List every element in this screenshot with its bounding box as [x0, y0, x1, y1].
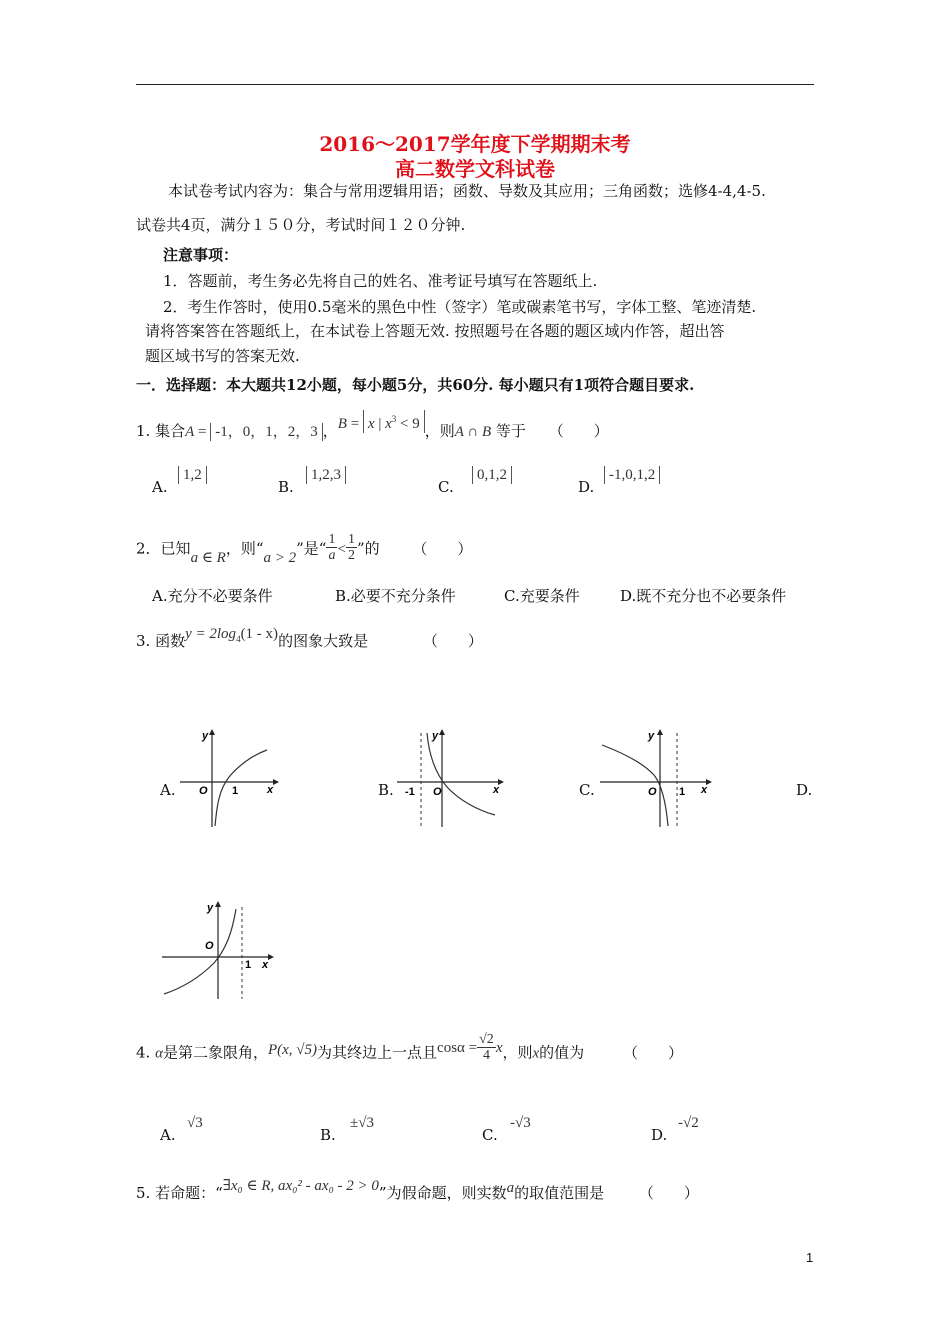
q2-lt: <	[337, 541, 346, 558]
q2-frac2-num: 1	[347, 532, 355, 547]
q4-option-b-value: ±√3	[350, 1115, 374, 1131]
q2-option-a: A.充分不必要条件	[152, 587, 273, 605]
graph-a-y-label: y	[202, 730, 209, 742]
q2-option-b: B.必要不充分条件	[335, 587, 456, 605]
q5-mid: ”为假命题，则实数	[378, 1184, 507, 1202]
graph-d-origin-label: O	[205, 940, 214, 952]
q1-mid: ，则	[424, 422, 455, 440]
exam-title-line1: 2016～2017学年度下学期期末考	[319, 132, 631, 156]
q4-alpha: α	[155, 1045, 163, 1062]
question-1: 1. 集合A = -1，0，1，2，3 ，B = x | $x^3 < 9$ ，则A ∩ B 等于 （ ）	[136, 418, 609, 441]
header-rule	[136, 84, 814, 85]
q4-text4: x	[532, 1045, 540, 1062]
q1-option-d-value	[604, 466, 660, 484]
q4-var: x	[495, 1039, 503, 1056]
q1-setA-name: A	[185, 424, 195, 440]
q4-text1: 是第二象限角，	[162, 1043, 268, 1062]
q4-paren: （ ）	[622, 1043, 683, 1062]
graph-b-x-label: x	[493, 784, 500, 796]
q1-option-a-set: 1,2	[178, 466, 207, 484]
q5-pre: 若命题：“	[155, 1184, 223, 1202]
graph-d-y-label: y	[207, 902, 214, 914]
q5-number: 5.	[136, 1184, 151, 1202]
q3-option-b-label: B.	[378, 781, 394, 799]
q1-option-b	[278, 478, 294, 496]
q2-option-c: C.充要条件	[504, 587, 580, 605]
q4-point: P(x, √5)	[267, 1041, 318, 1058]
q5-prop: ∃x₀ ∈ R, ax₀² - ax₀ - 2 > 0	[222, 1178, 379, 1194]
q3-graph-c	[598, 725, 713, 830]
graph-c-curve	[602, 745, 668, 826]
q1-option-b-set: 1,2,3	[306, 466, 346, 484]
q4-option-a-value: √3	[187, 1115, 203, 1131]
q1-setB-var: x	[367, 416, 375, 432]
q3-option-c-label: C.	[579, 781, 595, 799]
graph-d-x-arrow	[268, 954, 274, 960]
q1-expr: A ∩ B	[454, 424, 492, 440]
q2-mid1: ，则“	[225, 539, 264, 558]
graph-a-curve	[215, 750, 267, 826]
q1-option-d-set: -1,0,1,2	[604, 466, 660, 484]
q4-option-c-value: -√3	[510, 1115, 531, 1131]
q3-graph-a	[175, 725, 280, 830]
intro-line1: 本试卷考试内容为：集合与常用逻辑用语；函数、导数及其应用；三角函数；选修4-4,4-5.	[168, 182, 766, 200]
q1-pre: 集合	[155, 422, 186, 440]
q3-paren: （ ）	[422, 632, 483, 650]
q1-setB-name: B	[337, 416, 347, 432]
q4-text5: 的值为	[539, 1043, 585, 1062]
q1-paren: （ ）	[548, 422, 609, 440]
q1-option-d	[578, 478, 594, 496]
notice-item1: 1．答题前，考生务必先将自己的姓名、准考证号填写在答题纸上.	[163, 272, 598, 290]
q4-option-c-label: C.	[482, 1126, 498, 1144]
notice-heading: 注意事项：	[163, 246, 239, 264]
q1-setA: -1，0，1，2，3	[210, 423, 323, 441]
q4-option-b-label: B.	[320, 1126, 336, 1144]
q2-mid2: ”是“	[296, 539, 327, 558]
graph-c-y-label: y	[648, 730, 655, 742]
q1-option-c-label: C.	[438, 478, 454, 496]
q3-base: 4	[236, 634, 241, 644]
q1-option-c-value	[472, 466, 512, 484]
q4-frac-den: 4	[482, 1048, 490, 1063]
q3-graph-d	[160, 897, 275, 1002]
q1-option-c	[438, 478, 454, 496]
q1-option-c-set: 0,1,2	[472, 466, 512, 484]
q3-option-d-label: D.	[796, 781, 813, 799]
q1-option-b-label: B.	[278, 478, 294, 496]
q4-option-d-value: -√2	[678, 1115, 699, 1131]
q4-number: 4.	[136, 1043, 151, 1062]
notice-item2-line3: 题区域书写的答案无效.	[145, 347, 300, 365]
q1-option-d-label: D.	[578, 478, 595, 496]
intro-line2: 试卷共4页，满分１５０分，考试时间１２０分钟.	[136, 216, 466, 234]
q1-number: 1.	[136, 422, 151, 440]
graph-d-curve	[164, 909, 236, 994]
graph-b-y-arrow	[439, 729, 445, 735]
q3-arg: (1 - x)	[240, 626, 279, 642]
q4-frac-num: √2	[479, 1032, 494, 1047]
graph-d-x-label: x	[262, 959, 269, 971]
graph-a-one-label: 1	[232, 785, 239, 797]
q1-option-a	[152, 478, 168, 496]
graph-a-y-arrow	[209, 729, 215, 735]
question-2	[136, 534, 472, 565]
q1-option-a-label: A.	[152, 478, 168, 496]
graph-c-x-label: x	[701, 784, 708, 796]
q2-post: ”的	[356, 539, 380, 558]
graph-b-curve	[427, 733, 495, 815]
q2-frac2-den: 2	[347, 548, 355, 563]
q2-frac1-den: a	[328, 548, 336, 563]
q2-number: 2．	[136, 539, 161, 558]
question-4	[136, 1032, 683, 1069]
q5-var: a	[506, 1180, 515, 1196]
q2-frac1-num: 1	[328, 532, 336, 547]
graph-b-neg-one-label: -1	[405, 786, 415, 798]
graph-a-x-arrow	[273, 779, 279, 785]
q2-option-d: D.既不充分也不必要条件	[620, 587, 787, 605]
q2-cond: a ∈ R	[190, 549, 226, 566]
q4-cos: cosα =	[437, 1039, 478, 1056]
question-5	[136, 1178, 699, 1203]
graph-a-x-label: x	[267, 784, 274, 796]
q2-p: a > 2	[263, 549, 297, 566]
q4-text3: ，则	[502, 1043, 533, 1062]
notice-item2-line2: 请将答案答在答题纸上，在本试卷上答题无效. 按照题号在各题的题区域内作答，超出答	[145, 322, 725, 340]
page-number: 1	[806, 1250, 814, 1265]
q1-setB-exp: 3	[391, 414, 397, 424]
graph-d-y-arrow	[215, 901, 221, 907]
question-3	[136, 626, 483, 652]
q5-paren: （ ）	[638, 1184, 699, 1202]
graph-c-y-arrow	[657, 729, 663, 735]
q1-sep: ，	[322, 422, 338, 440]
q3-func: y = 2log	[185, 626, 237, 642]
graph-c-origin-label: O	[648, 786, 657, 798]
q3-pre: 函数	[155, 632, 186, 650]
graph-a-origin-label: O	[199, 785, 208, 797]
graph-d-one-label: 1	[245, 959, 252, 971]
q1-setB-cond: x	[385, 416, 392, 432]
q3-post: 的图象大致是	[278, 632, 369, 650]
q4-text2: 为其终边上一点且	[317, 1043, 438, 1062]
q1-option-a-value	[178, 466, 207, 484]
notice-item2-line1: 2．考生作答时，使用0.5毫米的黑色中性（签字）笔或碳素笔书写，字体工整、笔迹清楚.	[163, 298, 757, 316]
q3-number: 3.	[136, 632, 151, 650]
q4-option-a-label: A.	[160, 1126, 176, 1144]
graph-b-y-label: y	[432, 730, 439, 742]
q5-post: 的取值范围是	[514, 1184, 605, 1202]
q4-option-d-label: D.	[651, 1126, 668, 1144]
q1-post: 等于	[495, 422, 526, 440]
section1-heading: 一．选择题：本大题共12小题，每小题5分，共60分. 每小题只有1项符合题目要求.	[136, 376, 695, 394]
q1-option-b-value	[306, 466, 346, 484]
q2-paren: （ ）	[412, 539, 473, 558]
q1-setB-rhs: < 9	[400, 416, 420, 432]
q3-graph-b	[395, 725, 505, 830]
q2-pre: 已知	[160, 539, 191, 558]
q3-option-a-label: A.	[160, 781, 176, 799]
graph-c-one-label: 1	[679, 786, 686, 798]
exam-title-line2: 高二数学文科试卷	[395, 157, 555, 181]
graph-b-origin-label: O	[433, 786, 442, 798]
